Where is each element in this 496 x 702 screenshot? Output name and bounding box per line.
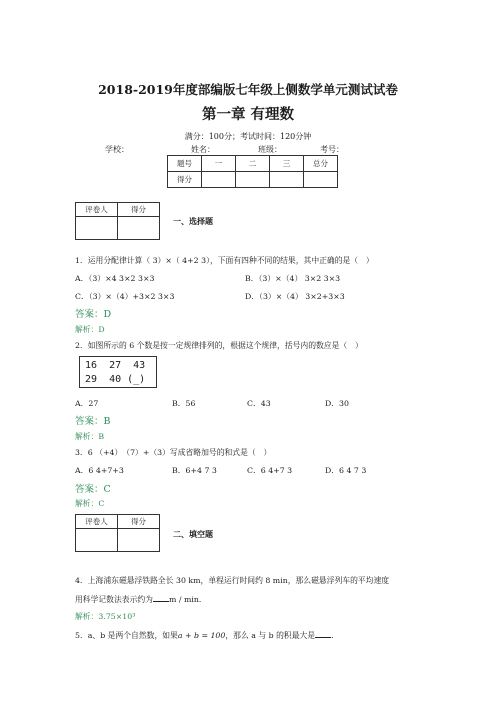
score-header-cell: 总分 (304, 156, 338, 172)
q3-analysis: 解析：C (75, 499, 105, 508)
grader-cell (118, 217, 160, 240)
q2-option-c: C．43 (247, 399, 271, 408)
q5-text-end: ． (331, 631, 339, 640)
grader-score-label: 得分 (118, 203, 160, 217)
q4-line-2-unit: m / min． (168, 595, 207, 604)
score-cell (202, 172, 236, 188)
q2-box-row-2: 29 40 (_) (85, 374, 146, 385)
q2-analysis: 解析：B (75, 432, 105, 441)
q1-option-d: D．（3）×（4） 3×2+3×3 (245, 292, 345, 301)
q4-answer-blank (153, 593, 169, 602)
exam-meta: 满分：100分；考试时间：120分钟 (184, 132, 312, 141)
section-2-heading: 二、填空题 (173, 530, 213, 539)
q3-option-d: D．6 4 7 3 (325, 466, 367, 475)
q4-analysis: 解析：3.75×10³ (75, 612, 136, 621)
q5-stem (75, 629, 339, 641)
class-label: 班级： (258, 145, 282, 154)
q3-option-b: B．6+4 7 3 (172, 466, 217, 475)
school-label: 学校： (105, 145, 129, 154)
grader-score-label: 得分 (118, 515, 160, 529)
q2-option-b: B．56 (172, 399, 196, 408)
q1-stem: 1．运用分配律计算（ 3）×（ 4+2 3），下面有四种不同的结果，其中正确的是（ ） (75, 256, 374, 265)
q1-option-b: B．（3）×（4） 3×2 3×3 (245, 274, 341, 283)
q1-option-c: C．（3）×（4）+3×2 3×3 (75, 292, 175, 301)
q1-option-a: A．（3）×4 3×2 3×3 (75, 274, 155, 283)
section-1-heading: 一、选择题 (173, 217, 213, 226)
chapter-title: 第一章 有理数 (201, 107, 295, 123)
score-row-label: 得分 (168, 172, 202, 188)
grader-label: 评卷人 (76, 515, 118, 529)
score-cell (304, 172, 338, 188)
q5-text-post: ，那么 a 与 b 的积最大是 (225, 631, 316, 640)
q3-answer: 答案：C (75, 484, 111, 495)
q4-line-1: 4．上海浦东磁悬浮铁路全长 30 km，单程运行时间约 8 min，那么磁悬浮列车的平均速度 (75, 576, 390, 585)
score-header-cell: 题号 (168, 156, 202, 172)
grader-label: 评卷人 (76, 203, 118, 217)
grader-cell (76, 529, 118, 552)
score-header-cell: 三 (270, 156, 304, 172)
grader-cell (76, 217, 118, 240)
score-cell (236, 172, 270, 188)
score-header-cell: 一 (202, 156, 236, 172)
grader-cell (118, 529, 160, 552)
score-header-cell: 二 (236, 156, 270, 172)
score-cell (270, 172, 304, 188)
exam-title: 2018-2019年度部编版七年级上侧数学单元测试试卷 (98, 82, 398, 97)
exam-number-label: 考号： (320, 145, 344, 154)
q1-answer: 答案：D (75, 309, 112, 320)
q2-stem: 2．如图所示的 6 个数是按一定规律排列的，根据这个规律，括号内的数应是（ ） (75, 341, 363, 350)
q1-analysis: 解析：D (75, 325, 105, 334)
score-table (167, 155, 338, 188)
name-label: 姓名： (191, 145, 215, 154)
q5-formula: a + b = 100 (177, 631, 226, 640)
q5-answer-blank (315, 629, 331, 638)
q3-option-a: A．6 4+7+3 (75, 466, 124, 475)
q2-option-d: D．30 (325, 399, 349, 408)
grader-table-1 (75, 202, 160, 240)
q5-text-pre: 5．a、b 是两个自然数，如果 (75, 631, 178, 640)
q2-number-box (79, 356, 157, 388)
grader-table-2 (75, 514, 160, 552)
q4-line-2-text: 用科学记数法表示约为 (75, 595, 153, 604)
q4-line-2 (75, 593, 207, 605)
q2-option-a: A．27 (75, 399, 99, 408)
q3-option-c: C．6 4+7 3 (247, 466, 293, 475)
q2-answer: 答案：B (75, 416, 111, 427)
q2-box-row-1: 16 27 43 (85, 360, 146, 371)
q3-stem: 3．6 （+4） （7）+（3）写成省略加号的和式是（ ） (75, 448, 272, 457)
